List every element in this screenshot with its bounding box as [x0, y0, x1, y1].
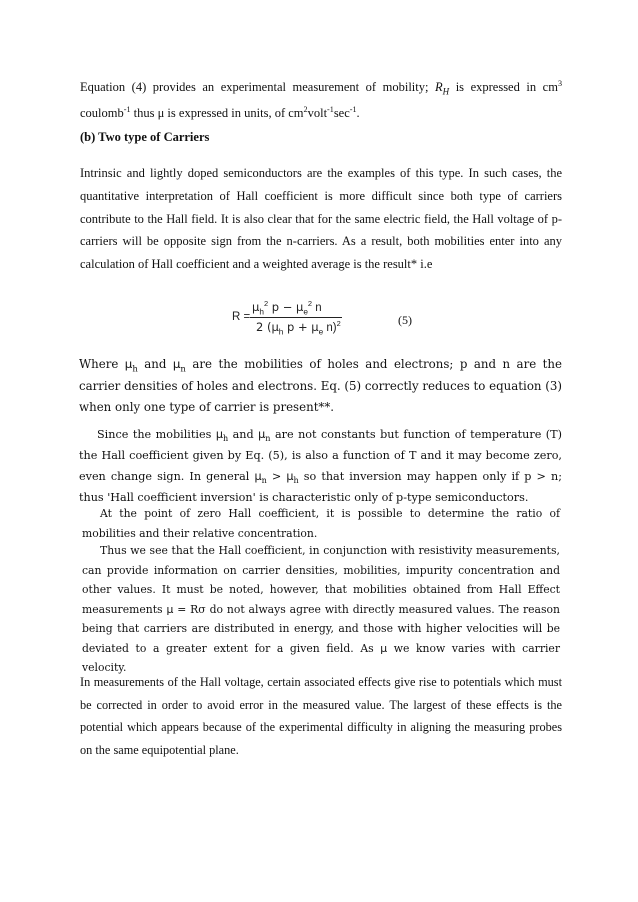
mu-symbol: μ	[380, 641, 388, 655]
paragraph-associated-effects: In measurements of the Hall voltage, certain associated effects give rise to potentials which must be corrected in order to avoid error in the measured value. The largest of these effects is the potential which appears because of the experimental difficulty in aligning the measuring probes on the same equipotential plane.	[80, 675, 562, 757]
text: n	[312, 302, 322, 314]
text: volt	[307, 106, 328, 120]
subscript: h	[222, 434, 229, 444]
section-heading: (b) Two type of Carriers	[80, 130, 210, 144]
text: Since the mobilities	[97, 428, 216, 441]
subscript: h	[293, 476, 299, 486]
subscript: e	[318, 327, 324, 337]
text: and	[228, 428, 259, 441]
text: we know varies with carrier velocity.	[82, 641, 560, 674]
paragraph-mobility-units	[80, 74, 562, 126]
hall-coefficient-symbol: R	[435, 80, 443, 94]
mu-symbol: μ	[215, 428, 223, 441]
formula-lhs: R =	[232, 311, 251, 323]
mu-symbol: μ	[258, 428, 266, 441]
equation-number: (5)	[398, 313, 412, 327]
formula-denominator	[256, 319, 341, 337]
subscript: n	[265, 434, 271, 444]
text: = Rσ do not always agree with directly measured values. The reason being that carriers are distributed in energy, and those with higher velocities will be deviated to a greater extent for a given field. As	[82, 602, 560, 655]
text: are not constants but function of temperature (T) the Hall coefficient given by Eq. (5), is also a function of T and it may become zero, even change sign. In general	[79, 428, 562, 483]
mu-symbol: μ	[254, 470, 262, 483]
superscript: -1	[327, 104, 334, 114]
mu-symbol: μ	[252, 300, 260, 314]
text: .	[356, 106, 360, 120]
subscript: H	[442, 86, 450, 97]
paragraph-zero-hall	[82, 504, 560, 543]
subscript: e	[303, 307, 308, 317]
superscript: 2	[336, 319, 341, 329]
text: thus μ is expressed in units, of cm	[130, 106, 304, 120]
subscript: h	[278, 327, 284, 337]
text: is expressed in cm	[449, 80, 558, 94]
mu-symbol: μ	[172, 357, 181, 371]
superscript: 2	[307, 299, 313, 309]
mu-symbol: μ	[166, 602, 174, 616]
superscript: 2	[303, 104, 308, 114]
superscript: 2	[263, 299, 269, 309]
text: >	[266, 470, 287, 483]
superscript: -1	[349, 104, 357, 114]
text: Thus we see that the Hall coefficient, in conjunction with resistivity measurements, can provide information on carrier densities, mobilities, impurity concentration and other values. It must be noted, however, that mobilities obtained from Hall Effect measurements	[82, 544, 560, 616]
text: n)	[323, 322, 337, 334]
text: are the mobilities of holes and electrons; p and n are the carrier densities of holes and electrons. Eq. (5) correctly reduces to equation (3) when only one type of carrier is present**.	[79, 357, 562, 414]
fraction-bar	[250, 317, 342, 318]
mu-symbol: μ	[124, 357, 133, 371]
superscript: -1	[123, 104, 131, 114]
superscript: 3	[557, 78, 562, 88]
text: coulomb	[80, 106, 124, 120]
subscript: n	[180, 364, 186, 375]
text: so that inversion may happen only if p > n; thus 'Hall coefficient inversion' is characteristic only of p-type semiconductors.	[79, 470, 562, 504]
paragraph-temperature	[79, 424, 562, 508]
text: and	[137, 357, 173, 371]
formula-numerator	[252, 299, 322, 317]
text: p − μ	[268, 300, 304, 314]
text: Equation (4) provides an experimental measurement of mobility;	[80, 80, 436, 94]
subscript: h	[132, 364, 138, 375]
subscript: n	[261, 476, 267, 486]
paragraph-two-carriers: Intrinsic and lightly doped semiconductors are the examples of this type. In such cases, the quantitative interpretation of Hall coefficient is more difficult since both type of carriers contribute to the Hall field. It is also clear that for the same electric field, the Hall voltage of p-carriers will be opposite sign from the n-carriers. As a result, both mobilities enter into any calculation of Hall coefficient and a weighted average is the result* i.e	[80, 166, 562, 272]
paragraph-mobility-definition	[79, 354, 562, 419]
text: Where	[79, 357, 125, 371]
mu-symbol: μ	[286, 470, 294, 483]
paragraph-conclusion	[82, 541, 560, 678]
text: sec	[333, 106, 350, 120]
text: At the point of zero Hall coefficient, it is possible to determine the ratio of mobilities and their relative concentration.	[82, 507, 560, 540]
text: p + μ	[283, 320, 319, 334]
text: 2 (μ	[256, 320, 279, 334]
subscript: h	[259, 307, 264, 317]
